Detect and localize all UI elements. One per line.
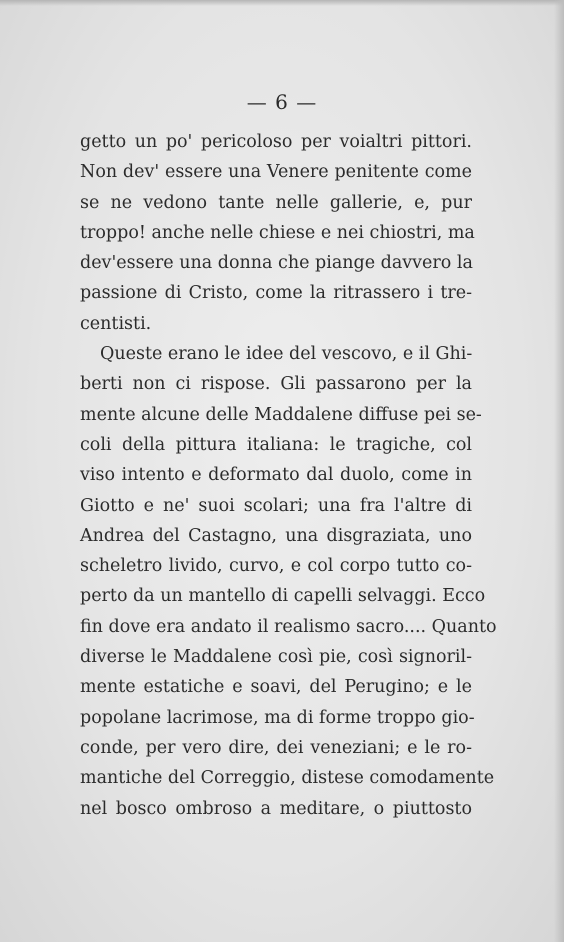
text-line: diverse le Maddalene così pie, così signoril- (80, 647, 472, 668)
text-line: berti non ci rispose. Gli passarono per la (80, 374, 472, 395)
text-line: viso intento e deformato dal duolo, come in (80, 465, 472, 486)
text-line: mente estatiche e soavi, del Perugino; e le (80, 677, 472, 698)
text-line: coli della pittura italiana: le tragiche, col (80, 434, 472, 455)
page-top-edge (0, 0, 564, 6)
text-line: Queste erano le idee del vescovo, e il Ghi- (100, 344, 473, 365)
text-line: dev'essere una donna che piange davvero la (80, 253, 473, 274)
text-line: Giotto e ne' suoi scolari; una fra l'altre di (80, 495, 472, 516)
text-line: Non dev' essere una Venere penitente come (80, 162, 472, 183)
text-line: Andrea del Castagno, una disgraziata, uno (80, 525, 472, 546)
page-right-edge (554, 0, 564, 942)
body-text (80, 127, 497, 824)
text-line: conde, per vero dire, dei veneziani; e le ro- (80, 737, 472, 758)
text-line: passione di Cristo, come la ritrassero i tre- (80, 283, 472, 304)
page-number: — 6 — (246, 90, 318, 114)
text-line: nel bosco ombroso a meditare, o piuttosto (80, 798, 472, 819)
text-line: mente alcune delle Maddalene diffuse pei se- (80, 404, 482, 425)
text-line: scheletro livido, curvo, e col corpo tutto co- (80, 556, 472, 577)
text-line: troppo! anche nelle chiese e nei chiostri, ma (80, 222, 475, 243)
text-line: centisti. (80, 313, 152, 334)
text-line: mantiche del Correggio, distese comodamente (80, 768, 495, 789)
text-line: perto da un mantello di capelli selvaggi. Ecco (80, 586, 486, 607)
text-line: getto un po' pericoloso per voialtri pittori. (80, 132, 472, 152)
text-line: fin dove era andato il realismo sacro.... Quanto (80, 616, 497, 637)
text-line: se ne vedono tante nelle gallerie, e, pur (80, 192, 472, 213)
text-line: popolane lacrimose, ma di forme troppo gio- (80, 707, 475, 728)
